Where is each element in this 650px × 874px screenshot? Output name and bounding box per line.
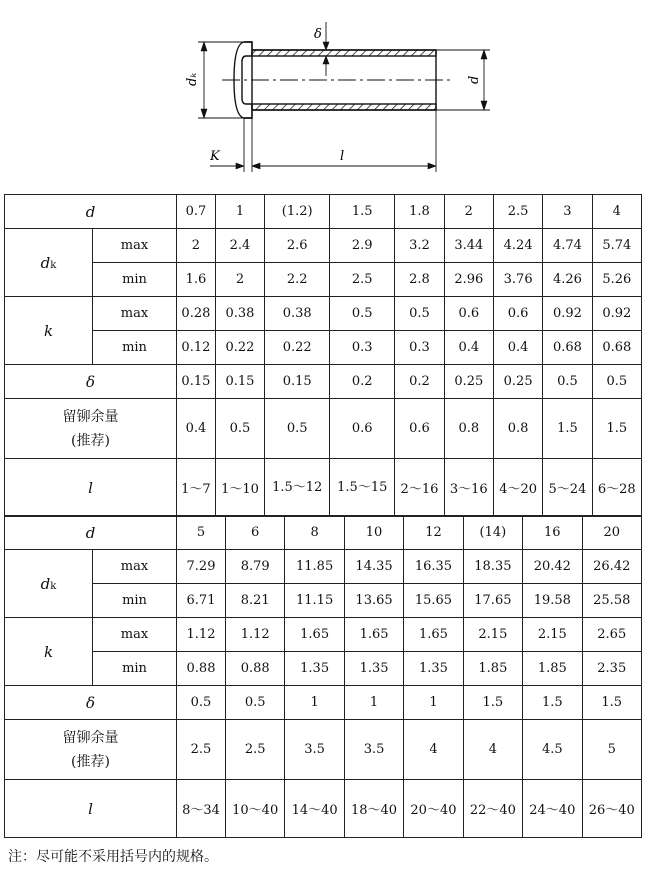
cell: 5.74 [592, 229, 641, 263]
table-row-dk-max [5, 229, 642, 263]
cell: 1.5～12 [265, 459, 330, 517]
cell: 12 [404, 516, 463, 550]
cell: 4.26 [543, 263, 592, 297]
cell: 0.15 [177, 365, 216, 399]
cell: 8～34 [177, 780, 226, 838]
group-label-dk [5, 550, 93, 618]
row-label: min [93, 263, 177, 297]
cell: 26.42 [582, 550, 641, 584]
row-label: l [5, 780, 177, 838]
cell: 0.5 [215, 399, 264, 459]
cell: 2 [215, 263, 264, 297]
cell: 4.5 [523, 720, 582, 780]
cell: 1.5 [523, 686, 582, 720]
cell: 1.35 [344, 652, 403, 686]
cell: 14.35 [344, 550, 403, 584]
cell: 2.5 [493, 195, 542, 229]
cell: 6 [225, 516, 284, 550]
cell: 5.26 [592, 263, 641, 297]
rivet-diagram [0, 0, 650, 190]
cell: 0.4 [444, 331, 493, 365]
cell: 0.5 [592, 365, 641, 399]
table-row-allowance [5, 720, 642, 780]
cell: 3～16 [444, 459, 493, 517]
cell: 17.65 [463, 584, 522, 618]
cell: 0.25 [493, 365, 542, 399]
cell: 3.5 [285, 720, 344, 780]
cell: 22～40 [463, 780, 522, 838]
cell: 1.5 [330, 195, 395, 229]
cell: 0.15 [265, 365, 330, 399]
table-row-d [5, 195, 642, 229]
cell: 15.65 [404, 584, 463, 618]
cell: 0.5 [330, 297, 395, 331]
cell: 4 [463, 720, 522, 780]
cell: 1.12 [177, 618, 226, 652]
cell: 1 [404, 686, 463, 720]
row-label: d [5, 195, 177, 229]
cell: 6～28 [592, 459, 641, 517]
table-row-dk-min [5, 584, 642, 618]
cell: 20 [582, 516, 641, 550]
cell: 6.71 [177, 584, 226, 618]
allowance-note: (推荐) [71, 753, 110, 770]
cell: 7.29 [177, 550, 226, 584]
cell: 4 [404, 720, 463, 780]
cell: (14) [463, 516, 522, 550]
cell: 0.92 [543, 297, 592, 331]
cell: 3.5 [344, 720, 403, 780]
cell: 10～40 [225, 780, 284, 838]
cell: 1.5 [592, 399, 641, 459]
cell: 2 [177, 229, 216, 263]
cell: 0.2 [395, 365, 444, 399]
row-label: d [5, 516, 177, 550]
table-row-dk-max [5, 550, 642, 584]
cell: 4.24 [493, 229, 542, 263]
cell: 0.92 [592, 297, 641, 331]
cell: 18～40 [344, 780, 403, 838]
cell: 1.5 [582, 686, 641, 720]
l-dim-label: l [340, 149, 345, 164]
table-row-allowance [5, 399, 642, 459]
cell: 11.85 [285, 550, 344, 584]
cell: 2.5 [225, 720, 284, 780]
cell: 2 [444, 195, 493, 229]
cell: 0.8 [444, 399, 493, 459]
cell: 20～40 [404, 780, 463, 838]
cell: 4 [592, 195, 641, 229]
table-row-k-min [5, 331, 642, 365]
cell: 11.15 [285, 584, 344, 618]
cell: 20.42 [523, 550, 582, 584]
dk-subscript: k [50, 580, 57, 592]
cell: 0.28 [177, 297, 216, 331]
row-label: l [5, 459, 177, 517]
footnote: 注：尽可能不采用括号内的规格。 [8, 849, 218, 865]
allowance-note: (推荐) [71, 432, 110, 449]
table-row-delta [5, 365, 642, 399]
cell: 1.8 [395, 195, 444, 229]
cell: 2.2 [265, 263, 330, 297]
cell: 0.5 [225, 686, 284, 720]
cell: 2.5 [177, 720, 226, 780]
dk-subscript: k [50, 259, 57, 271]
cell: 3.2 [395, 229, 444, 263]
cell: 0.38 [265, 297, 330, 331]
cell: 8.79 [225, 550, 284, 584]
table-row-d [5, 516, 642, 550]
row-label: max [93, 618, 177, 652]
cell: 1.5～15 [330, 459, 395, 517]
cell: 2.65 [582, 618, 641, 652]
cell: 0.7 [177, 195, 216, 229]
cell: 26～40 [582, 780, 641, 838]
cell: 2～16 [395, 459, 444, 517]
row-label-allowance [5, 720, 177, 780]
cell: 2.5 [330, 263, 395, 297]
cell: 5 [177, 516, 226, 550]
table-row-k-max [5, 297, 642, 331]
cell: 5～24 [543, 459, 592, 517]
cell: 1.6 [177, 263, 216, 297]
table-row-l [5, 459, 642, 517]
cell: 0.68 [592, 331, 641, 365]
cell: 0.5 [395, 297, 444, 331]
cell: 1.85 [463, 652, 522, 686]
cell: 14～40 [285, 780, 344, 838]
cell: 1.35 [404, 652, 463, 686]
row-label: δ [5, 365, 177, 399]
cell: 1～7 [177, 459, 216, 517]
cell: 2.6 [265, 229, 330, 263]
row-label: min [93, 652, 177, 686]
cell: 1.65 [285, 618, 344, 652]
cell: 16 [523, 516, 582, 550]
cell: 8.21 [225, 584, 284, 618]
spec-table-2 [4, 515, 642, 838]
cell: 2.9 [330, 229, 395, 263]
cell: 0.88 [177, 652, 226, 686]
dk-symbol: d [40, 574, 51, 593]
cell: 0.38 [215, 297, 264, 331]
cell: 3.76 [493, 263, 542, 297]
cell: 3.44 [444, 229, 493, 263]
cell: 0.22 [265, 331, 330, 365]
cell: 18.35 [463, 550, 522, 584]
cell: 0.3 [330, 331, 395, 365]
cell: 0.22 [215, 331, 264, 365]
cell: 1.12 [225, 618, 284, 652]
cell: 0.6 [493, 297, 542, 331]
row-label: δ [5, 686, 177, 720]
dk-label: dₖ [185, 72, 200, 86]
cell: 1.65 [404, 618, 463, 652]
table-row-dk-min [5, 263, 642, 297]
d-label: d [467, 75, 482, 84]
row-label: min [93, 584, 177, 618]
cell: 2.15 [463, 618, 522, 652]
spec-table-1 [4, 194, 642, 517]
cell: 5 [582, 720, 641, 780]
cell: 0.5 [265, 399, 330, 459]
cell: 19.58 [523, 584, 582, 618]
cell: 2.4 [215, 229, 264, 263]
cell: 1.35 [285, 652, 344, 686]
delta-label: δ [314, 27, 322, 42]
row-label: max [93, 229, 177, 263]
cell: 13.65 [344, 584, 403, 618]
cell: 1.65 [344, 618, 403, 652]
cell: 10 [344, 516, 403, 550]
cell: 16.35 [404, 550, 463, 584]
cell: 0.4 [493, 331, 542, 365]
table-row-k-max [5, 618, 642, 652]
k-dim-label: K [210, 149, 220, 164]
cell: 1.5 [543, 399, 592, 459]
cell: (1.2) [265, 195, 330, 229]
cell: 2.8 [395, 263, 444, 297]
cell: 8 [285, 516, 344, 550]
cell: 0.12 [177, 331, 216, 365]
cell: 0.15 [215, 365, 264, 399]
group-label-k: k [5, 297, 93, 365]
table-row-l [5, 780, 642, 838]
cell: 1～10 [215, 459, 264, 517]
dk-symbol: d [40, 253, 51, 272]
cell: 0.68 [543, 331, 592, 365]
cell: 2.96 [444, 263, 493, 297]
table-row-k-min [5, 652, 642, 686]
cell: 1 [215, 195, 264, 229]
cell: 4.74 [543, 229, 592, 263]
allowance-label: 留铆余量 [62, 729, 119, 746]
row-label-allowance [5, 399, 177, 459]
cell: 0.6 [444, 297, 493, 331]
cell: 4～20 [493, 459, 542, 517]
cell: 0.25 [444, 365, 493, 399]
row-label: min [93, 331, 177, 365]
cell: 1 [285, 686, 344, 720]
cell: 24～40 [523, 780, 582, 838]
cell: 1.85 [523, 652, 582, 686]
cell: 25.58 [582, 584, 641, 618]
cell: 0.3 [395, 331, 444, 365]
cell: 1.5 [463, 686, 522, 720]
cell: 1 [344, 686, 403, 720]
cell: 0.6 [330, 399, 395, 459]
row-label: max [93, 550, 177, 584]
cell: 0.88 [225, 652, 284, 686]
cell: 3 [543, 195, 592, 229]
cell: 0.2 [330, 365, 395, 399]
group-label-dk [5, 229, 93, 297]
allowance-label: 留铆余量 [62, 408, 119, 425]
row-label: max [93, 297, 177, 331]
table-row-delta [5, 686, 642, 720]
cell: 0.6 [395, 399, 444, 459]
cell: 0.5 [177, 686, 226, 720]
cell: 0.4 [177, 399, 216, 459]
cell: 2.35 [582, 652, 641, 686]
group-label-k: k [5, 618, 93, 686]
cell: 0.5 [543, 365, 592, 399]
cell: 0.8 [493, 399, 542, 459]
cell: 2.15 [523, 618, 582, 652]
